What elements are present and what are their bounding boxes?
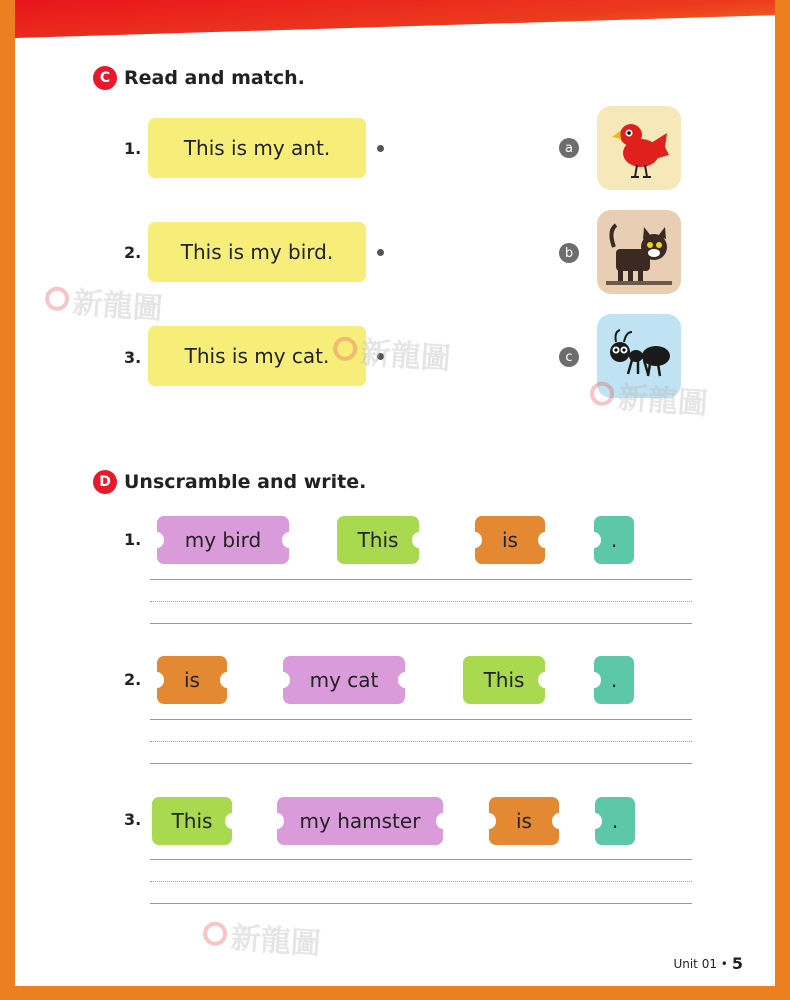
ant-icon — [604, 326, 674, 386]
page-footer — [673, 954, 743, 973]
workbook-page — [15, 0, 775, 986]
match-letter-a[interactable]: a — [559, 138, 579, 158]
word-tile-period[interactable]: . — [594, 516, 634, 564]
writing-line-3-top[interactable] — [150, 859, 692, 860]
word-tile-is[interactable]: is — [489, 797, 559, 845]
unit-label: Unit 01 • — [673, 956, 728, 971]
section-d-title — [93, 470, 366, 494]
word-tile-is[interactable]: is — [475, 516, 545, 564]
match-sentence-2[interactable]: This is my bird. — [148, 222, 366, 282]
writing-line-3-mid — [150, 881, 692, 882]
top-color-band — [15, 0, 775, 40]
match-sentence-1[interactable]: This is my ant. — [148, 118, 366, 178]
watermark-logo-icon — [44, 286, 70, 312]
match-sentence-3[interactable]: This is my cat. — [148, 326, 366, 386]
unscramble-number-2: 2. — [124, 670, 142, 689]
writing-line-1-top[interactable] — [150, 579, 692, 580]
writing-line-1-bottom — [150, 623, 692, 624]
section-c-badge: C — [93, 66, 117, 90]
match-dot-left-3[interactable] — [377, 353, 384, 360]
word-tile-is[interactable]: is — [157, 656, 227, 704]
watermark: 新龍圖 — [589, 371, 710, 423]
word-tile-my-hamster[interactable]: my hamster — [277, 797, 443, 845]
watermark: 新龍圖 — [44, 276, 165, 328]
picture-ant[interactable] — [597, 314, 681, 398]
match-number-2: 2. — [124, 243, 142, 262]
watermark: 新龍圖 — [202, 911, 323, 963]
match-letter-b[interactable]: b — [559, 243, 579, 263]
bird-icon — [607, 113, 671, 183]
writing-line-1-mid — [150, 601, 692, 602]
match-letter-c[interactable]: c — [559, 347, 579, 367]
section-d-badge: D — [93, 470, 117, 494]
word-tile-period[interactable]: . — [594, 656, 634, 704]
word-tile-this[interactable]: This — [463, 656, 545, 704]
match-dot-left-1[interactable] — [377, 145, 384, 152]
writing-line-3-bottom — [150, 903, 692, 904]
watermark: 新龍圖 — [332, 326, 453, 378]
watermark-logo-icon — [202, 921, 228, 947]
unscramble-number-3: 3. — [124, 810, 142, 829]
word-tile-this[interactable]: This — [337, 516, 419, 564]
match-number-3: 3. — [124, 348, 142, 367]
writing-line-2-top[interactable] — [150, 719, 692, 720]
match-number-1: 1. — [124, 139, 142, 158]
word-tile-this[interactable]: This — [152, 797, 232, 845]
word-tile-my-bird[interactable]: my bird — [157, 516, 289, 564]
match-dot-left-2[interactable] — [377, 249, 384, 256]
picture-cat[interactable] — [597, 210, 681, 294]
writing-line-2-mid — [150, 741, 692, 742]
section-d-title-text: Unscramble and write. — [124, 471, 367, 493]
word-tile-my-cat[interactable]: my cat — [283, 656, 405, 704]
word-tile-period[interactable]: . — [595, 797, 635, 845]
section-c-title-text: Read and match. — [124, 67, 305, 89]
cat-icon — [606, 217, 672, 287]
unscramble-number-1: 1. — [124, 530, 142, 549]
page-number: 5 — [731, 954, 743, 973]
section-c-title — [93, 66, 305, 90]
writing-line-2-bottom — [150, 763, 692, 764]
picture-bird[interactable] — [597, 106, 681, 190]
